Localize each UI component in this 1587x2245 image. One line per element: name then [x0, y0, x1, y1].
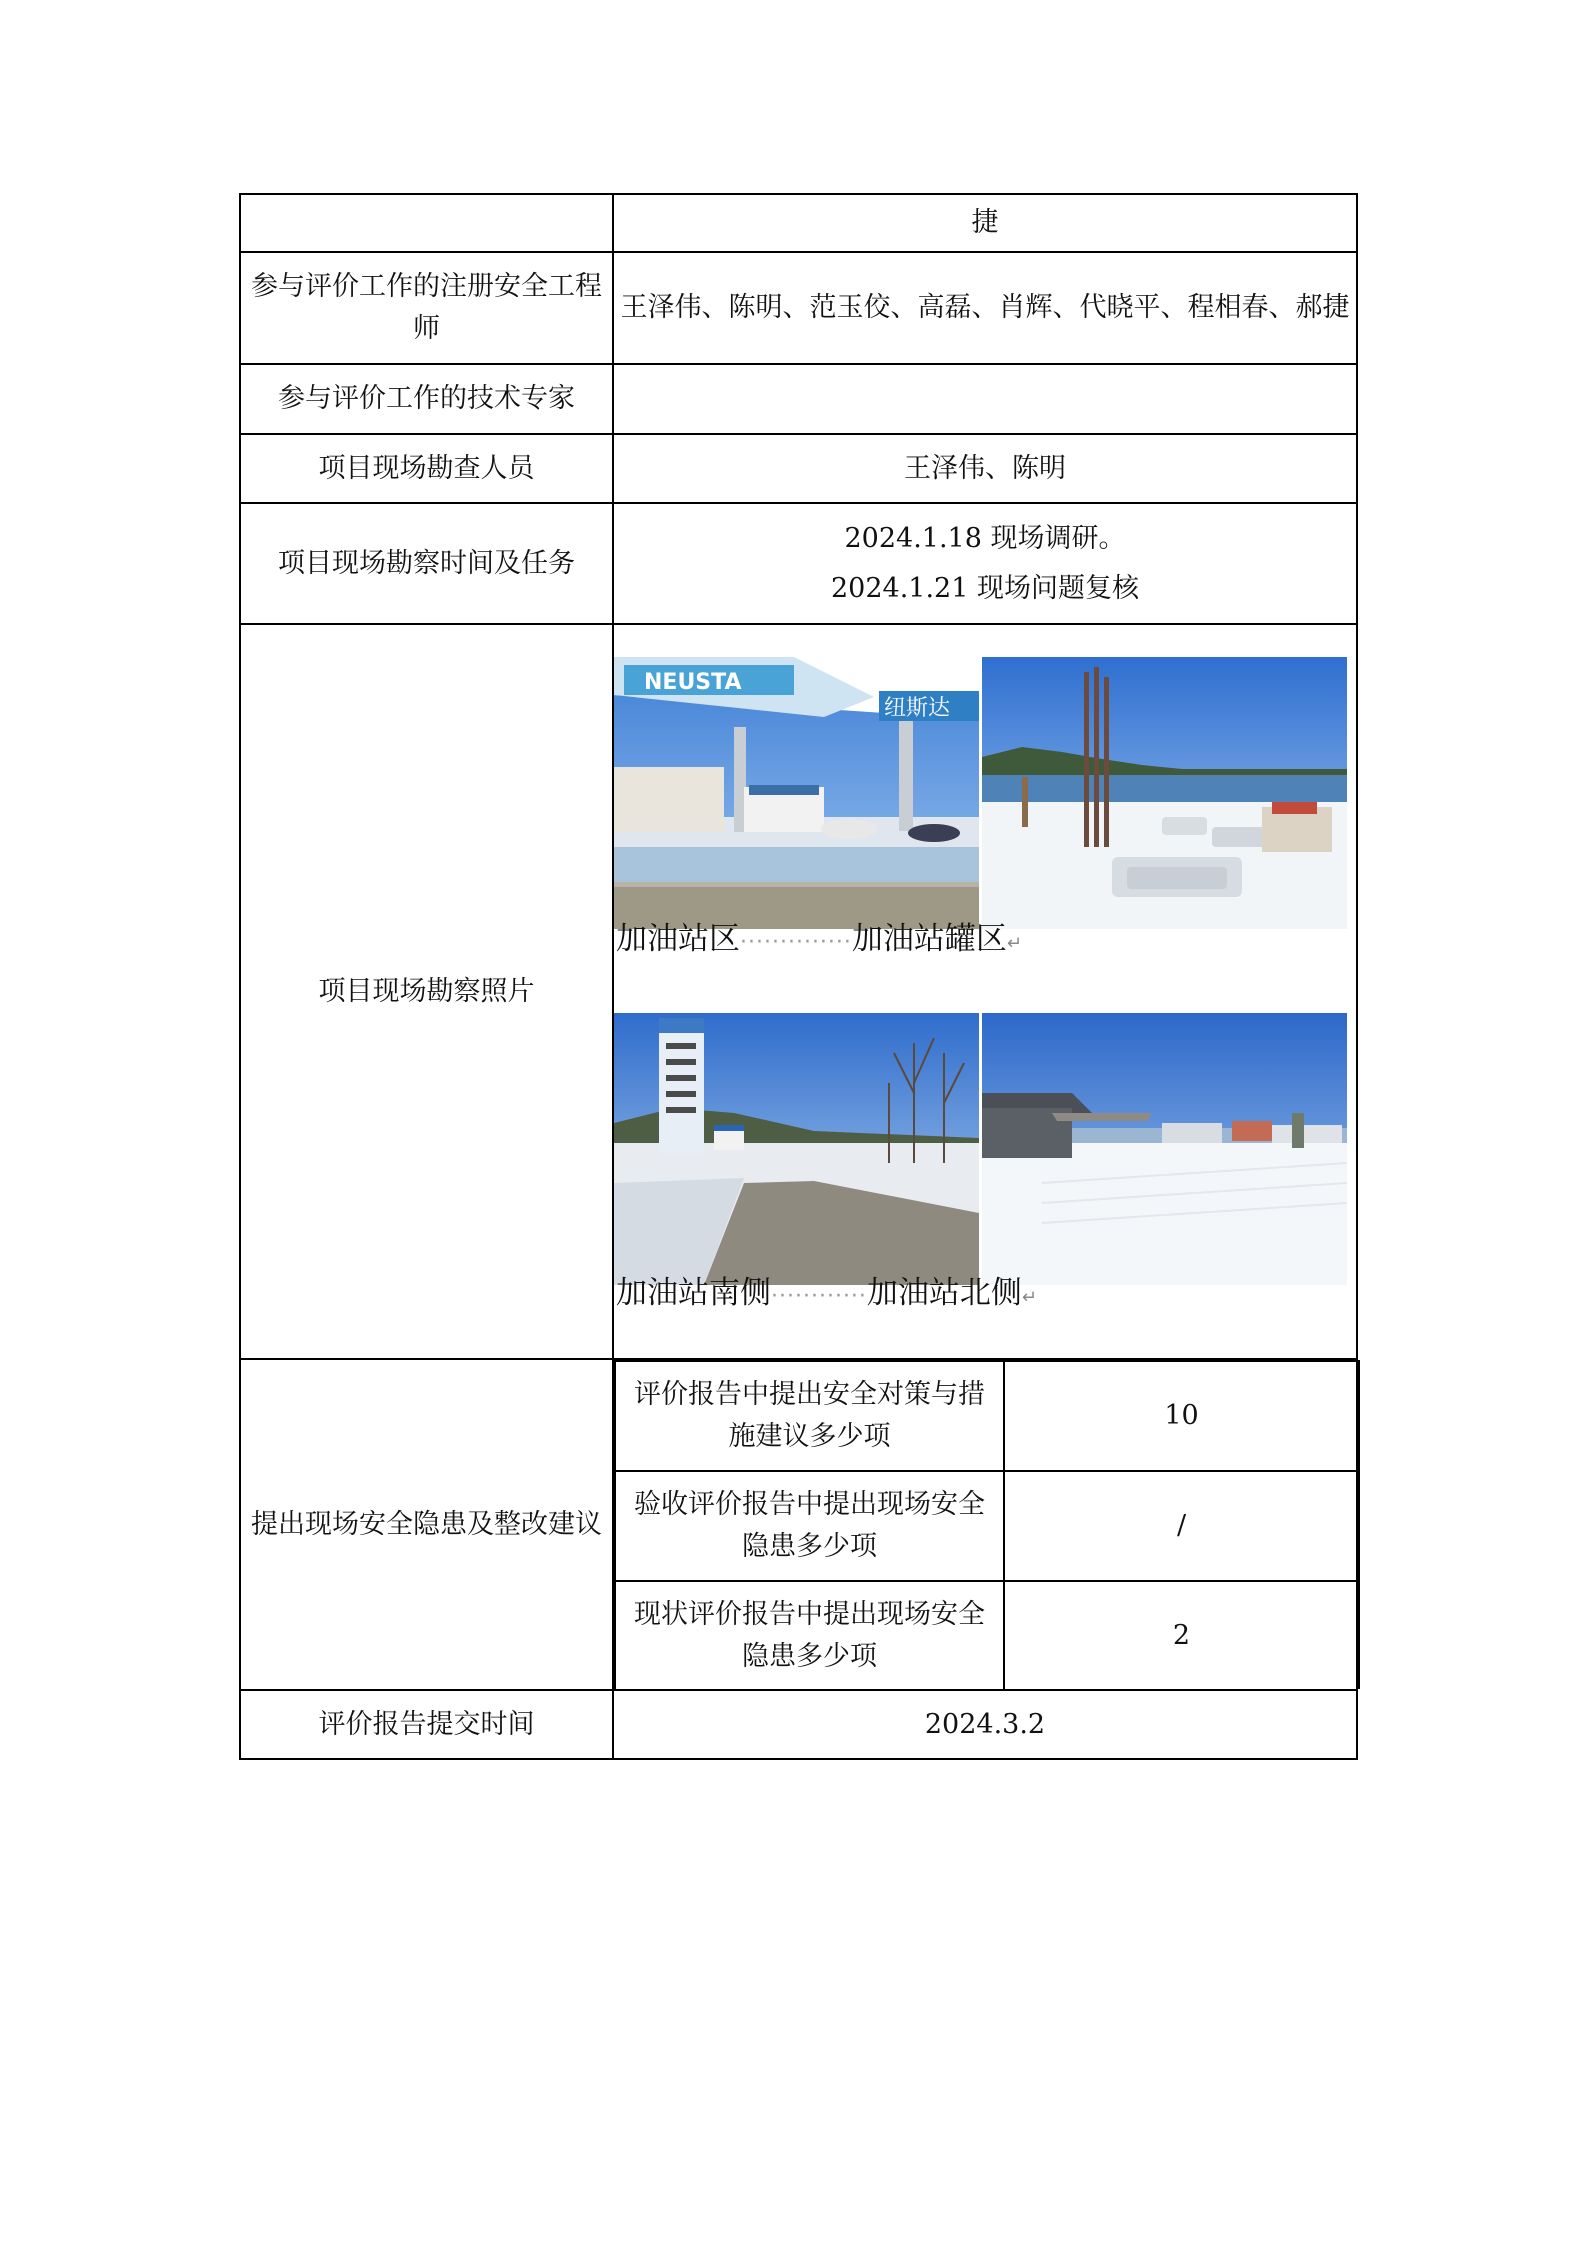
survey-time-label: 项目现场勘察时间及任务 — [240, 503, 613, 624]
table-row — [240, 624, 1357, 1359]
engineers-label: 参与评价工作的注册安全工程师 — [240, 252, 613, 364]
submit-time-value: 2024.3.2 — [613, 1690, 1357, 1759]
caption-south-side: 加油站南侧 — [616, 1275, 771, 1311]
hazard-answer: 2 — [1004, 1581, 1359, 1689]
survey-time-line-2: 2024.1.21 现场问题复核 — [831, 572, 1139, 604]
photo-grid — [614, 625, 1356, 1358]
table-row — [240, 194, 1357, 252]
survey-staff-label: 项目现场勘查人员 — [240, 434, 613, 503]
table-row — [240, 434, 1357, 503]
photo-tank-area — [982, 657, 1347, 929]
canopy-cn-text: 纽斯达 — [884, 696, 951, 721]
hazard-question: 现状评价报告中提出现场安全隐患多少项 — [615, 1581, 1004, 1689]
hazard-question: 评价报告中提出安全对策与措施建议多少项 — [615, 1361, 1004, 1471]
hazard-question: 验收评价报告中提出现场安全隐患多少项 — [615, 1471, 1004, 1581]
paragraph-mark-icon: ↵ — [1006, 933, 1022, 954]
hazard-row — [615, 1581, 1359, 1689]
paragraph-mark-icon: ↵ — [1021, 1287, 1038, 1308]
experts-label: 参与评价工作的技术专家 — [240, 364, 613, 434]
row-label — [240, 194, 613, 252]
table-row — [240, 252, 1357, 364]
evaluation-info-table — [239, 193, 1358, 1760]
survey-staff-value: 王泽伟、陈明 — [613, 434, 1357, 503]
engineers-value: 王泽伟、陈明、范玉佼、高磊、肖辉、代晓平、程相春、郝捷 — [613, 252, 1357, 364]
hazards-label: 提出现场安全隐患及整改建议 — [240, 1359, 613, 1690]
photos-cell — [613, 624, 1357, 1359]
table-row — [240, 1690, 1357, 1759]
caption-tank-area: 加油站罐区 — [851, 921, 1007, 957]
table-row — [240, 503, 1357, 624]
caption-north-side: 加油站北侧 — [866, 1275, 1022, 1311]
caption-gas-station-area: 加油站区 — [616, 921, 740, 957]
photo-caption-row-2 — [616, 1275, 1037, 1316]
caption-leader-dots: ·············· — [740, 930, 852, 955]
canopy-brand-text: NEUSTA — [644, 670, 742, 695]
hazard-row — [615, 1471, 1359, 1581]
survey-time-value — [613, 503, 1357, 624]
photos-label: 项目现场勘察照片 — [240, 624, 613, 1359]
hazard-answer: 10 — [1004, 1361, 1359, 1471]
table-row — [240, 364, 1357, 434]
photo-caption-row-1 — [616, 921, 1022, 962]
submit-time-label: 评价报告提交时间 — [240, 1690, 613, 1759]
caption-leader-dots: ············ — [771, 1284, 867, 1309]
row-value: 捷 — [613, 194, 1357, 252]
hazards-subtable — [614, 1360, 1360, 1689]
photo-gas-station-area — [614, 657, 979, 929]
photo-south-side — [614, 1013, 979, 1285]
table-row — [240, 1359, 1357, 1690]
photo-north-side — [982, 1013, 1347, 1285]
experts-value — [613, 364, 1357, 434]
hazard-answer: / — [1004, 1471, 1359, 1581]
hazards-cell — [613, 1359, 1357, 1690]
hazard-row — [615, 1361, 1359, 1471]
survey-time-line-1: 2024.1.18 现场调研。 — [844, 522, 1126, 554]
